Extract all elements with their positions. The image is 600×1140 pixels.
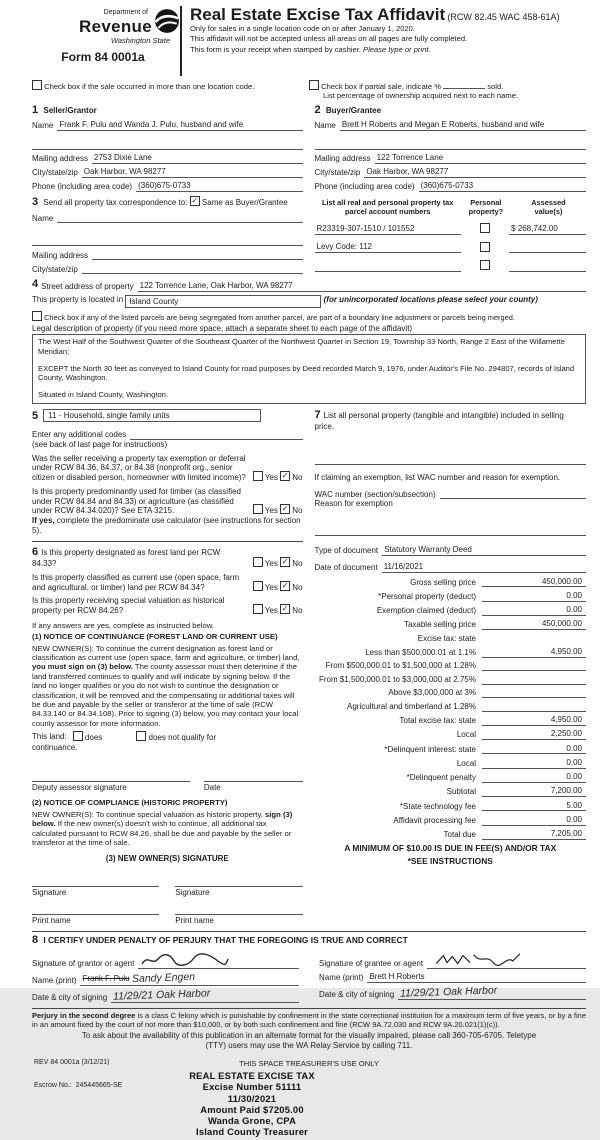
grantor-signature-label: Signature of grantor or agent xyxy=(32,959,135,969)
personal-property-checkbox-2[interactable] xyxy=(480,242,490,252)
parcel-row xyxy=(315,223,586,235)
corr-city-input[interactable] xyxy=(82,263,303,274)
tax-row-value[interactable]: 2,250.00 xyxy=(482,729,586,740)
s7-text: 7 List all personal property (tangible and intangible) included in selling price. xyxy=(314,408,564,431)
s6-q1-yes-checkbox[interactable] xyxy=(253,557,263,567)
alt-format-line1: To ask about the availability of this publication in an alternate format for the visually impaired, please call 360-705-6705. Teletype xyxy=(81,1030,537,1040)
tax-row-label: Local xyxy=(456,730,476,740)
reason-exemption-input[interactable] xyxy=(315,525,586,536)
tax-row-label: From $1,500,000.01 to $3,000,000 at 2.75% xyxy=(318,674,476,684)
treasurer-use-label: THIS SPACE TREASURER'S USE ONLY xyxy=(239,1059,379,1069)
multi-location-option xyxy=(32,80,309,101)
tax-row-label: *Delinquent penalty xyxy=(406,773,476,783)
additional-codes-input[interactable] xyxy=(130,429,302,440)
parcel-row xyxy=(315,260,586,272)
levy-code-input[interactable]: Levy Code: 112 xyxy=(315,242,461,253)
excise-tax-state-header: Excise tax: state xyxy=(417,633,476,643)
legal-paragraph-3: Situated in Island County, Washington. xyxy=(38,390,169,400)
tax-row-value[interactable] xyxy=(482,675,586,685)
buyer-city-input[interactable]: Oak Harbor, WA 98277 xyxy=(364,167,586,178)
title-block xyxy=(182,6,586,76)
new-owners-signature-title: (3) NEW OWNER(S) SIGNATURE xyxy=(105,854,229,864)
right-lower-column xyxy=(315,409,586,926)
grantor-signature-line[interactable] xyxy=(138,952,299,969)
rev-number: REV 84 0001a (3/12/21) xyxy=(34,1059,110,1067)
personal-property-checkbox-1[interactable] xyxy=(480,223,490,233)
grantee-signature-label: Signature of grantee or agent xyxy=(319,959,424,969)
land-qualify-row xyxy=(32,731,303,743)
doc-type-label: Type of document xyxy=(314,546,379,556)
tax-row-value[interactable]: 0.00 xyxy=(482,605,586,616)
tax-row-label: Local xyxy=(456,758,476,768)
partial-sale-subnote: List percentage of ownership acquired next to each name. xyxy=(323,91,519,101)
does-not-label: does not qualify for xyxy=(148,733,217,743)
s6-question2: Is this property classified as current use (open space, farm and agricultural, or timber) land per RCW 84.34? xyxy=(32,572,240,592)
owner1-signature-line[interactable] xyxy=(32,874,159,887)
agency-name: Revenue xyxy=(79,16,152,36)
seller-mailing-label: Mailing address xyxy=(32,154,89,164)
wac-number-input[interactable] xyxy=(440,488,586,499)
grantor-handwritten-date: 11/29/21 Oak Harbor xyxy=(112,987,211,1003)
s6-question3: Is this property receiving special valuation as historical property per RCW 84.26? xyxy=(32,596,225,616)
personal-col-header: Personal property? xyxy=(468,197,504,216)
tax-row-label: *State technology fee xyxy=(399,801,476,811)
agency-sub: Washington State xyxy=(110,35,170,45)
tax-row-value[interactable]: 0.00 xyxy=(482,815,586,826)
section4-number: 4 xyxy=(32,278,39,291)
partial-sale-sold-label: sold. xyxy=(487,82,504,91)
agency-dept: Department of xyxy=(103,9,148,16)
deputy-row xyxy=(32,769,303,793)
spacer xyxy=(482,634,586,643)
parcel-table xyxy=(315,196,586,274)
grantor-handwritten-name: Sandy Engen xyxy=(131,970,196,986)
minimum-due-line: A MINIMUM OF $10.00 IS DUE IN FEE(S) AND/OR TAX xyxy=(344,842,557,853)
grantee-printname-label: Name (print) xyxy=(319,973,364,983)
treasurer-stamp xyxy=(142,1070,362,1137)
section1-number: 1 xyxy=(32,103,39,116)
assessed-value-input-2[interactable] xyxy=(509,242,586,253)
grantee-date-input[interactable] xyxy=(398,986,586,1000)
same-as-buyer-checkbox[interactable]: ✓ xyxy=(191,195,199,205)
tax-row-label: *Personal property (deduct) xyxy=(378,591,476,601)
parcel-number-input-3[interactable] xyxy=(315,261,461,272)
s6-q2-no-checkbox[interactable]: ✓ xyxy=(281,580,289,590)
top-check-row xyxy=(32,80,586,101)
tax-row-label: Exemption claimed (deduct) xyxy=(376,606,476,616)
header-line-2: This affidavit will not be accepted unless all areas on all pages are fully completed. xyxy=(190,34,468,44)
s6-q3-no-checkbox[interactable]: ✓ xyxy=(281,604,289,614)
land-use-code-select[interactable]: 11 - Household, single family units xyxy=(43,409,261,423)
s5-q2-no-checkbox[interactable]: ✓ xyxy=(281,504,289,514)
stamp-line: Amount Paid $7205.00 xyxy=(200,1103,304,1115)
additional-codes-note: (see back of last page for instructions) xyxy=(32,439,168,449)
exemption-text: If claiming an exemption, list WAC number and reason for exemption. xyxy=(314,472,561,482)
section-buyer xyxy=(315,104,586,192)
tax-row-label: Taxable selling price xyxy=(403,620,476,630)
seller-city-input[interactable]: Oak Harbor, WA 98277 xyxy=(82,167,303,178)
corr-blank-input[interactable] xyxy=(32,235,303,246)
partial-sale-label: Check box if partial sale, indicate % xyxy=(321,82,441,91)
buyer-name-label: Name xyxy=(314,121,336,131)
assessed-value-input[interactable]: $ 268,742.00 xyxy=(509,224,586,235)
s6-q2-yes-checkbox[interactable] xyxy=(253,581,263,591)
s6-q1-no-checkbox[interactable]: ✓ xyxy=(281,557,289,567)
legal-paragraph-2: EXCEPT the North 30 feet as conveyed to Island County for road purposes by Deed recorded March 9, 1976, under Auditor's File No. 294807, records of Island County, Washington. xyxy=(38,363,575,382)
legal-description-label: Legal description of property (if you need more space, attach a separate sheet to each page of the affidavit) xyxy=(32,323,413,333)
grantor-signature xyxy=(140,952,230,968)
tax-row-value[interactable]: 7,200.00 xyxy=(482,786,586,797)
form-header xyxy=(32,6,586,76)
s6-note: If any answers are yes, complete as instructed below. xyxy=(32,620,215,630)
corr-city-label: City/state/zip xyxy=(32,264,78,274)
buyer-name2-input[interactable] xyxy=(315,139,586,150)
seller-mailing-input[interactable]: 2753 Dixie Lane xyxy=(92,153,303,164)
tax-row-value[interactable]: 0.00 xyxy=(482,591,586,602)
reason-exemption-label: Reason for exemption xyxy=(314,499,393,509)
grantee-date-label: Date & city of signing xyxy=(319,990,395,1000)
seller-city-label: City/state/zip xyxy=(32,168,78,178)
tax-row-value[interactable]: 0.00 xyxy=(482,758,586,769)
tax-row-value[interactable]: 4,950.00 xyxy=(482,715,586,726)
form-title: Real Estate Excise Tax Affidavit xyxy=(190,5,446,24)
partial-sale-percent-input[interactable] xyxy=(443,88,485,89)
tax-row-value[interactable]: 0.00 xyxy=(482,744,586,755)
owner-printname-row xyxy=(32,902,303,926)
alt-format-line2: (TTY) users may use the WA Relay Service by calling 711. xyxy=(205,1040,413,1050)
escrow-number: Escrow No.: 245445665-SE xyxy=(34,1082,123,1090)
deputy-signature-line[interactable] xyxy=(32,769,190,782)
does-not-checkbox[interactable] xyxy=(136,731,146,741)
seller-name-label: Name xyxy=(32,121,54,131)
grantee-handwritten-date: 11/29/21 Oak Harbor xyxy=(399,984,498,1000)
assessed-col-header: Assessed value(s) xyxy=(531,197,566,216)
grantor-date-input[interactable] xyxy=(111,989,299,1003)
section8-number: 8 xyxy=(32,933,39,946)
section5-number: 5 xyxy=(32,409,39,422)
form-number: Form 84 0001a xyxy=(61,49,145,64)
owner2-printname-label: Print name xyxy=(175,915,214,925)
section-seller xyxy=(32,104,315,192)
perjury-notice xyxy=(32,1008,586,1051)
seller-name-input[interactable]: Frank F. Pulu and Wanda J. Pulu, husband and wife xyxy=(57,120,302,131)
s5-q1-no-checkbox[interactable]: ✓ xyxy=(281,471,289,481)
tax-row-label: Less than $500,000.01 at 1.1% xyxy=(365,647,476,657)
located-label: This property is located in xyxy=(32,294,124,304)
notice-continuance-body: NEW OWNER(S): To continue the current designation as forest land or classification as current use (open space, farm and agriculture, or timber) land, you must sign on (3) below. The county assessor must then determine if the land transferred continues to qualify and will indicate by signing below. If the land no longer qualifies or you do not wish to continue the designation or classification, it will be removed and the compensating or additional taxes will be due and payable by the seller or transferor at the time of sale (RCW 84.33.140 or 84.34.108). Prior to signing (3) below, you may contact your local county assessor for more information. xyxy=(32,643,300,728)
tax-row-label: Above $3,000,000 at 3% xyxy=(388,688,476,698)
seller-phone-input[interactable]: (360)675-0733 xyxy=(136,181,302,192)
owner-signature-row xyxy=(32,874,303,898)
s5-q2-yes-checkbox[interactable] xyxy=(253,504,263,514)
seller-name2-input[interactable] xyxy=(32,139,303,150)
partial-sale-option xyxy=(309,80,586,101)
personal-property-list-input[interactable] xyxy=(315,454,586,465)
stamp-line: Wanda Grone, CPA xyxy=(207,1114,297,1126)
tax-row-value[interactable]: 4,950.00 xyxy=(482,647,586,658)
parcel-number-input[interactable]: R23319-307-1510 / 101552 xyxy=(315,224,461,235)
parcel-row xyxy=(315,242,586,254)
deputy-date-line[interactable] xyxy=(204,769,303,782)
section3-number: 3 xyxy=(32,195,39,208)
personal-property-checkbox-3[interactable] xyxy=(480,260,490,270)
notice-compliance-body: NEW OWNER(S): To continue special valuation as historic property, sign (3) below. If the new owner(s) doesn't wish to continue, all additional tax calculated pursuant to RCW 84.26, shall be due and payable by the seller or transferor at the time of sale. xyxy=(32,809,293,847)
see-instructions-line: *SEE INSTRUCTIONS xyxy=(407,856,493,867)
buyer-mailing-input[interactable]: 122 Torrence Lane xyxy=(375,153,586,164)
notice-compliance-title: (2) NOTICE OF COMPLIANCE (HISTORIC PROPERTY) xyxy=(32,798,228,808)
tax-row-value[interactable] xyxy=(482,661,586,671)
does-label: does xyxy=(84,733,103,743)
does-checkbox[interactable] xyxy=(73,731,83,741)
s5-q2-note: If yes, complete the predominate use calculator (see instructions for section 5). xyxy=(32,516,301,535)
section2-number: 2 xyxy=(314,103,321,116)
tax-row-label: Affidavit processing fee xyxy=(393,815,476,825)
partial-sale-checkbox[interactable] xyxy=(309,80,319,90)
buyer-mailing-label: Mailing address xyxy=(314,154,371,164)
deputy-signature-label: Deputy assessor signature xyxy=(32,782,127,792)
owner1-printname-label: Print name xyxy=(32,915,71,925)
parcel-col-header: List all real and personal property tax parcel account numbers xyxy=(321,197,454,216)
additional-codes-label: Enter any additional codes xyxy=(32,430,127,440)
corr-mailing-label: Mailing address xyxy=(32,250,89,260)
deputy-date-label: Date xyxy=(203,782,221,792)
assessed-value-input-3[interactable] xyxy=(509,261,586,272)
buyer-phone-input[interactable]: (360)675-0733 xyxy=(419,181,586,192)
grantee-signature xyxy=(429,952,529,968)
notice-continuance-title: (1) NOTICE OF CONTINUANCE (FOREST LAND OR CURRENT USE) xyxy=(32,632,278,642)
corr-name-label: Name xyxy=(32,213,54,223)
tax-row-label: Subtotal xyxy=(446,787,476,797)
grantee-signature-line[interactable] xyxy=(427,952,586,969)
buyer-heading: Buyer/Grantee xyxy=(325,105,382,115)
correspondence-label: Send all property tax correspondence to: xyxy=(43,197,188,207)
corr-mailing-input[interactable] xyxy=(92,249,303,260)
s5-question2: Is this property predominantly used for timber (as classified under RCW 84.84 and 84.33) or agriculture (as classified under RCW 84.34.020)? See ETA 3215. xyxy=(32,486,241,516)
tax-row-value[interactable] xyxy=(482,688,586,698)
land-label: This land: xyxy=(32,732,67,742)
grantor-printname-input[interactable]: Frank F. Pulu Sandy Engen xyxy=(80,972,299,986)
s5-question1: Was the seller receiving a property tax exemption or deferral under RCW 84.36, 84.37, or 84.38 (nonprofit org., senior citizen or disabled person, homeowner with limited income)? xyxy=(32,453,246,483)
s6-q3-yes-checkbox[interactable] xyxy=(253,604,263,614)
header-line-3: This form is your receipt when stamped by cashier. Please type or print. xyxy=(190,44,431,54)
multi-location-label: Check box if the sale occurred in more than one location code. xyxy=(44,82,255,91)
grantor-printname-label: Name (print) xyxy=(32,976,77,986)
grantor-signing-block xyxy=(32,949,299,1003)
buyer-phone-label: Phone (including area code) xyxy=(314,182,415,192)
tax-row-label: Agricultural and timberland at 1.28% xyxy=(347,701,476,711)
owner2-signature-line[interactable] xyxy=(175,874,302,887)
located-note: (for unincorporated locations please select your county) xyxy=(323,294,538,304)
certify-heading: I CERTIFY UNDER PENALTY OF PERJURY THAT THE FOREGOING IS TRUE AND CORRECT xyxy=(43,934,408,945)
seller-heading: Seller/Grantor xyxy=(43,105,97,115)
section-forest-land: 6 Is this property designated as forest land per RCW 84.33? Yes ✓ No Is this property classified as current use (open space, farm and agricultural, or timber) land per RCW 84.34? Yes ✓ No Is this property receiving special valuation as historical property per RCW 84.26? Yes ✓ No If any answers are yes, complete as instructed below. (1) NOTICE OF CONTINUANCE (FOREST LAND OR CURRENT USE) NEW OWNER(S): To continue the current designation as forest land or classification as current use (open space, farm and agriculture, or timber) land, you must sign on (3) below. The county assessor must then determine if the land transferred continues to qualify and will indicate by signing below. If the land no longer qualifies or you do not wish to continue the designation or classification, it will be removed and the compensating or additional taxes will be due and payable by the seller or transferor at the time of sale (RCW 84.33.140 or 84.34.108). Prior to signing (3) below, you may contact your local county assessor for more information. This land: does does not qualify for continuance. Deputy assessor signature Date (2) NOTICE OF COMPLIANCE (HISTORIC PROPERTY) NEW OWNER(S): To continue special valuation as historic property, sign (3) below. If the new owner(s) doesn't wish to continue, all additional tax calculated pursuant to RCW 84.26, shall be due and payable by the seller or transferor at the time of sale. (3) NEW OWNER(S) SIGNATURE Signature Signature Print name Print name xyxy=(32,541,303,926)
section-correspondence xyxy=(32,196,315,274)
doc-type-input[interactable]: Statutory Warranty Deed xyxy=(382,545,586,556)
same-as-buyer-label: Same as Buyer/Grantee xyxy=(201,197,288,207)
agency-block xyxy=(32,6,182,76)
stamp-line: REAL ESTATE EXCISE TAX xyxy=(189,1070,315,1082)
tax-row-value[interactable]: 5.00 xyxy=(482,801,586,812)
county-select[interactable]: Island County xyxy=(125,295,321,309)
header-line-1: Only for sales in a single location code on or after January 1, 2020. xyxy=(190,24,415,33)
legal-paragraph-1: The West Half of the Southwest Quarter of the Southeast Quarter of the Northwest Quarter in Section 19, Township 33 North, Range 2 East of the Willamette Meridian; xyxy=(38,337,565,356)
corr-name-input[interactable] xyxy=(57,212,302,223)
revenue-logo-icon xyxy=(154,8,180,34)
tax-row-label: From $500,000.01 to $1,500,000 at 1.28% xyxy=(325,661,476,671)
legal-description-box[interactable] xyxy=(32,334,586,403)
owner2-signature-label: Signature xyxy=(175,888,210,898)
street-label: Street address of property xyxy=(41,281,134,291)
tax-table xyxy=(315,577,586,840)
buyer-city-label: City/state/zip xyxy=(314,168,361,178)
owner1-signature-label: Signature xyxy=(32,888,67,898)
segregated-label: Check box if any of the listed parcels are being segregated from another parcel, are part of a boundary line adjustment or parcels being merged. xyxy=(44,313,515,323)
stamp-line: 11/30/2021 xyxy=(227,1092,277,1104)
continuance-label: continuance. xyxy=(32,742,78,752)
tax-row-value[interactable] xyxy=(482,702,586,712)
multi-location-checkbox[interactable] xyxy=(32,80,42,90)
section-property xyxy=(32,278,586,403)
doc-date-label: Date of document xyxy=(314,563,378,573)
wac-number-label: WAC number (section/subsection) xyxy=(314,489,436,499)
tax-row-label: Total due xyxy=(443,830,476,840)
s6-question1: 6 Is this property designated as forest land per RCW 84.33? xyxy=(32,545,221,569)
doc-date-input[interactable]: 11/16/2021 xyxy=(382,562,586,573)
grantee-printname-input[interactable]: Brett H Roberts xyxy=(367,972,586,983)
owner2-printname-line[interactable] xyxy=(175,902,302,915)
tax-row-value[interactable]: 450,000.00 xyxy=(482,577,586,588)
stamp-line: Island County Treasurer xyxy=(196,1125,308,1137)
s5-q1-yes-checkbox[interactable] xyxy=(253,471,263,481)
seller-phone-label: Phone (including area code) xyxy=(32,182,133,192)
tax-row-label: *Delinquent interest: state xyxy=(384,744,476,754)
tax-row-label: Gross selling price xyxy=(410,577,476,587)
grantee-signing-block xyxy=(319,949,586,1003)
street-input[interactable]: 122 Torrence Lane, Oak Harbor, WA 98277 xyxy=(138,281,586,292)
buyer-name-input[interactable]: Brett H Roberts and Megan E Roberts, husband and wife xyxy=(340,120,586,131)
tax-row-value[interactable]: 7,205.00 xyxy=(482,829,586,840)
owner1-printname-line[interactable] xyxy=(32,902,159,915)
form-title-ref: (RCW 82.45 WAC 458-61A) xyxy=(447,12,560,22)
tax-row-label: Total excise tax: state xyxy=(399,716,476,726)
form-footer xyxy=(32,1054,586,1140)
stamp-line: Excise Number 51111 xyxy=(202,1081,302,1093)
tax-row-value[interactable]: 0.00 xyxy=(482,772,586,783)
tax-row-value[interactable]: 450,000.00 xyxy=(482,619,586,630)
perjury-text: Perjury in the second degree is a class C felony which is punishable by confinement in the state correctional institution for a maximum term of five years, or by a fine in an amount fixed by the court of not more than $10,000, or by both such confinement and fine (RCW 9A.72.030 and RCW 9A.20.021(1)(c)). xyxy=(32,1010,586,1029)
grantor-date-label: Date & city of signing xyxy=(32,992,108,1002)
segregated-checkbox[interactable] xyxy=(32,311,42,321)
section-certify xyxy=(32,931,586,1003)
left-lower-column: 5 11 - Household, single family units Enter any additional codes (see back of last page for instructions) Was the seller receiving a property tax exemption or deferral under RCW 84.36, 84.37, or 84.38 (nonprofit org., senior citizen or disabled person, homeowner with limited income)? Yes ✓ No Is this property predominantly used for timber (as classified under RCW 84.84 and 84.33) or agriculture (as classified under RCW 84.34.020)? See ETA 3215. Yes ✓ No If yes, complete the predominate use calculator (see instructions for section 5). 6 Is this property designated as forest land per RCW 84.33? Yes ✓ No Is this property classified as current use (open space, farm and agricultural, or timber) land per RCW 84.34? Yes ✓ No Is this property receiving special valuation as historical property per RCW 84.26? Yes ✓ No If any answers are yes, complete as instructed below. (1) NOTICE OF CONTINUANCE (FOREST LAND OR CURRENT USE) NEW OWNER(S): To continue the current designation as forest land or classification as current use (open space, farm and agriculture, or timber) land, you must sign on (3) below. The county assessor must then determine if the land transferred continues to qualify and will indicate by signing below. If the land no longer qualifies or you do not wish to continue the designation or classification, it will be removed and the compensating or additional taxes will be due and payable by the seller or transferor at the time of sale (RCW 84.33.140 or 84.34.108). Prior to signing (3) below, you may contact your local county assessor for more information. This land: does does not qualify for continuance. Deputy assessor signature Date (2) NOTICE OF COMPLIANCE (HISTORIC PROPERTY) NEW OWNER(S): To continue special valuation as historic property, sign (3) below. If the new owner(s) doesn't wish to continue, all additional tax calculated pursuant to RCW 84.26, shall be due and payable by the seller or transferor at the time of sale. (3) NEW OWNER(S) SIGNATURE Signature Signature Print name Print name xyxy=(32,409,303,925)
